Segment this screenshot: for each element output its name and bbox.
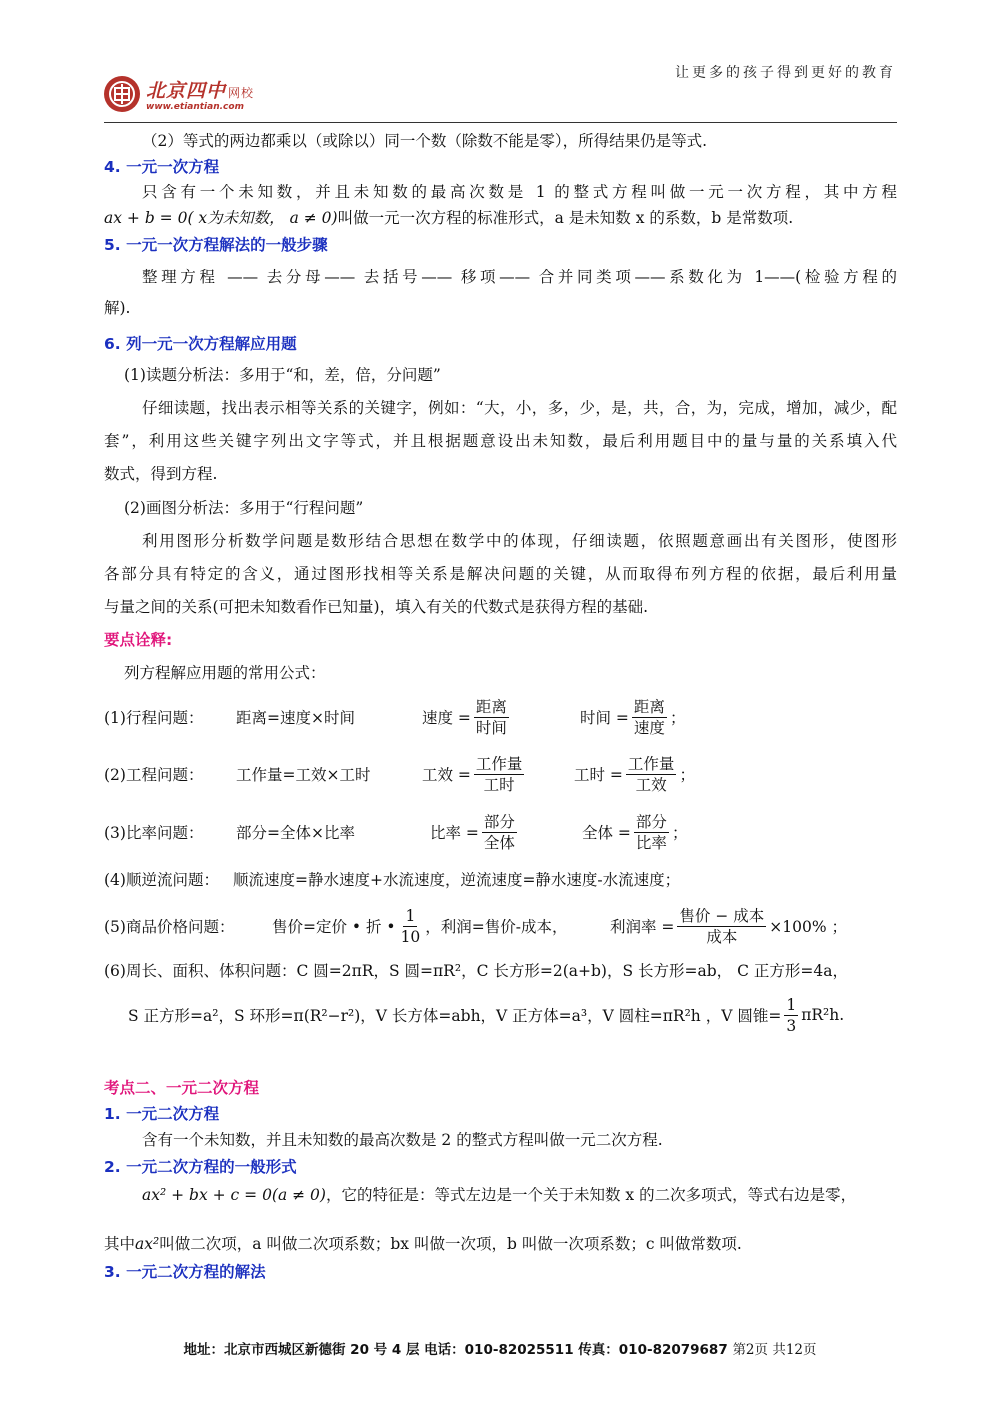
heading-3: 3. 一元二次方程的解法 <box>104 1263 266 1281</box>
header-divider <box>104 122 897 123</box>
paragraph: 数式，得到方程. <box>104 465 218 483</box>
paragraph-text: ，它的特征是：等式左边是一个关于未知数 x 的二次多项式，等式右边是零， <box>325 1186 857 1204</box>
formula-text: C 圆=2πR，S 圆=πR²，C 长方形=2(a+b)，S 长方形=ab， C 正方形=4a， <box>296 962 848 980</box>
formula-lhs: 速度 = <box>422 709 471 727</box>
equation-quadratic: ax² + bx + c = 0(a ≠ 0) <box>142 1186 326 1204</box>
fraction-denominator: 成本 <box>706 927 738 946</box>
paragraph: 只含有一个未知数，并且未知数的最高次数是 1 的整式方程叫做一元一次方程，其中方程 <box>142 183 897 201</box>
fraction-numerator: 1 <box>786 995 797 1014</box>
formula-lhs: 比率 = <box>430 824 479 842</box>
formula-label: (6)周长、面积、体积问题： <box>104 962 297 980</box>
formula-row-geometry <box>104 960 897 982</box>
fraction-numerator: 工作量 <box>627 754 675 773</box>
formula-text: ，利润=售价-成本， <box>425 918 568 936</box>
formula-label: (2)工程问题： <box>104 766 204 784</box>
footer-address: 地址：北京市西城区新德街 20 号 4 层 电话：010-82025511 传真：010-82079687 <box>183 1342 728 1358</box>
paragraph-text: 其中 <box>104 1235 136 1253</box>
formula-row-geometry-2 <box>128 993 844 1037</box>
formula-label: (5)商品价格问题： <box>104 918 235 936</box>
formula-text: ×100% ； <box>769 918 847 936</box>
formula-label: (3)比率问题： <box>104 824 204 842</box>
fraction-numerator: 部分 <box>635 812 667 831</box>
fraction-denominator: 工效 <box>635 775 667 794</box>
logo-url: www.etiantian.com <box>146 102 244 112</box>
header-slogan: 让更多的孩子得到更好的教育 <box>675 65 896 81</box>
fraction-denominator: 工时 <box>483 775 515 794</box>
fraction-denominator: 时间 <box>475 718 507 737</box>
logo-sub: 网校 <box>228 86 255 100</box>
paragraph-text: 叫做一元一次方程的标准形式，a 是未知数 x 的系数，b 是常数项. <box>337 209 794 227</box>
paragraph: 列方程解应用题的常用公式： <box>124 664 326 682</box>
formula-lhs: 工效 = <box>422 766 471 784</box>
semicolon: ； <box>669 709 686 727</box>
page-footer <box>0 1338 1000 1358</box>
fraction-denominator: 速度 <box>633 718 665 737</box>
expression: ax² <box>135 1235 160 1253</box>
heading-4: 4. 一元一次方程 <box>104 158 220 176</box>
equation-linear: ax + b = 0( x为未知数， a ≠ 0) <box>104 209 338 227</box>
fraction-denominator: 3 <box>786 1016 797 1035</box>
paragraph: 整理方程 —— 去分母—— 去括号—— 移项—— 合并同类项——系数化为 1——(检验方程的 <box>142 268 897 286</box>
paragraph: 利用图形分析数学问题是数形结合思想在数学中的体现，仔细读题，依照题意画出有关图形，使图形 <box>142 532 897 550</box>
paragraph: 套”，利用这些关键字列出文字等式，并且根据题意设出未知数，最后利用题目中的量与量的关系填入代 <box>104 432 897 450</box>
fraction-numerator: 1 <box>405 906 416 925</box>
paragraph: 各部分具有特定的含义，通过图形找相等关系是解决问题的关键，从而取得布列方程的依据，最后利用量 <box>104 565 897 583</box>
paragraph-standard-form <box>104 207 897 229</box>
fraction-denominator: 比率 <box>635 833 667 852</box>
site-logo <box>104 76 254 112</box>
heading-1: 1. 一元二次方程 <box>104 1105 220 1123</box>
semicolon: ； <box>671 824 688 842</box>
paragraph: 仔细读题，找出表示相等关系的关键字，例如：“大，小，多，少，是，共，合，为，完成，增加，减少，配 <box>142 399 897 417</box>
fraction-denominator: 全体 <box>483 833 515 852</box>
formula-label: (4)顺逆流问题： <box>104 871 219 889</box>
key-points-heading: 要点诠释: <box>104 631 173 649</box>
fraction-numerator: 工作量 <box>475 754 523 773</box>
fraction-numerator: 售价 − 成本 <box>679 906 765 925</box>
fraction-numerator: 距离 <box>475 697 507 716</box>
formula-row-stream <box>104 869 897 891</box>
formula-label: (1)行程问题： <box>104 709 204 727</box>
paragraph: 含有一个未知数，并且未知数的最高次数是 2 的整式方程叫做一元二次方程. <box>142 1131 663 1149</box>
semicolon: ； <box>679 766 695 784</box>
formula-lhs: 全体 = <box>582 824 631 842</box>
formula-lhs: 利润率 = <box>610 918 675 936</box>
formula-text: 售价=定价 • 折 • <box>272 918 396 936</box>
paragraph: (1)读题分析法：多用于“和，差，倍，分问题” <box>124 366 441 384</box>
formula-lhs: 时间 = <box>580 709 629 727</box>
paragraph-text: 叫做二次项，a 叫做二次项系数；bx 叫做一次项，b 叫做一次项系数；c 叫做常数项. <box>159 1235 742 1253</box>
fraction-numerator: 部分 <box>483 812 515 831</box>
heading-6: 6. 列一元一次方程解应用题 <box>104 335 297 353</box>
section-heading: 考点二、一元二次方程 <box>104 1079 260 1097</box>
logo-name: 北京四中 <box>146 80 227 102</box>
formula-text: 距离=速度×时间 <box>236 709 355 727</box>
paragraph-general-form <box>142 1184 897 1206</box>
paragraph: (2)画图分析法：多用于“行程问题” <box>124 499 364 517</box>
fraction-numerator: 距离 <box>633 697 665 716</box>
formula-text: S 正方形=a²，S 环形=π(R²−r²)，V 长方体=abh，V 正方体=a³，V 圆柱=πR²h ，V 圆锥= <box>128 1007 782 1025</box>
formula-text: 部分=全体×比率 <box>236 824 355 842</box>
formula-lhs: 工时 = <box>574 766 623 784</box>
heading-2: 2. 一元二次方程的一般形式 <box>104 1158 297 1176</box>
heading-5: 5. 一元一次方程解法的一般步骤 <box>104 236 328 254</box>
formula-text: 工作量=工效×工时 <box>236 766 371 784</box>
page-number: 第2页 共12页 <box>732 1342 817 1358</box>
formula-text: πR²h. <box>801 1006 845 1024</box>
formula-text: 顺流速度=静水速度+水流速度，逆流速度=静水速度-水流速度； <box>232 871 681 889</box>
logo-emblem-icon <box>104 76 140 112</box>
paragraph: 与量之间的关系(可把未知数看作已知量)，填入有关的代数式是获得方程的基础. <box>104 598 649 616</box>
paragraph-terms <box>104 1233 897 1255</box>
paragraph: （2）等式的两边都乘以（或除以）同一个数（除数不能是零），所得结果仍是等式. <box>142 132 708 150</box>
paragraph: 解). <box>104 299 131 317</box>
fraction-denominator: 10 <box>400 927 421 946</box>
